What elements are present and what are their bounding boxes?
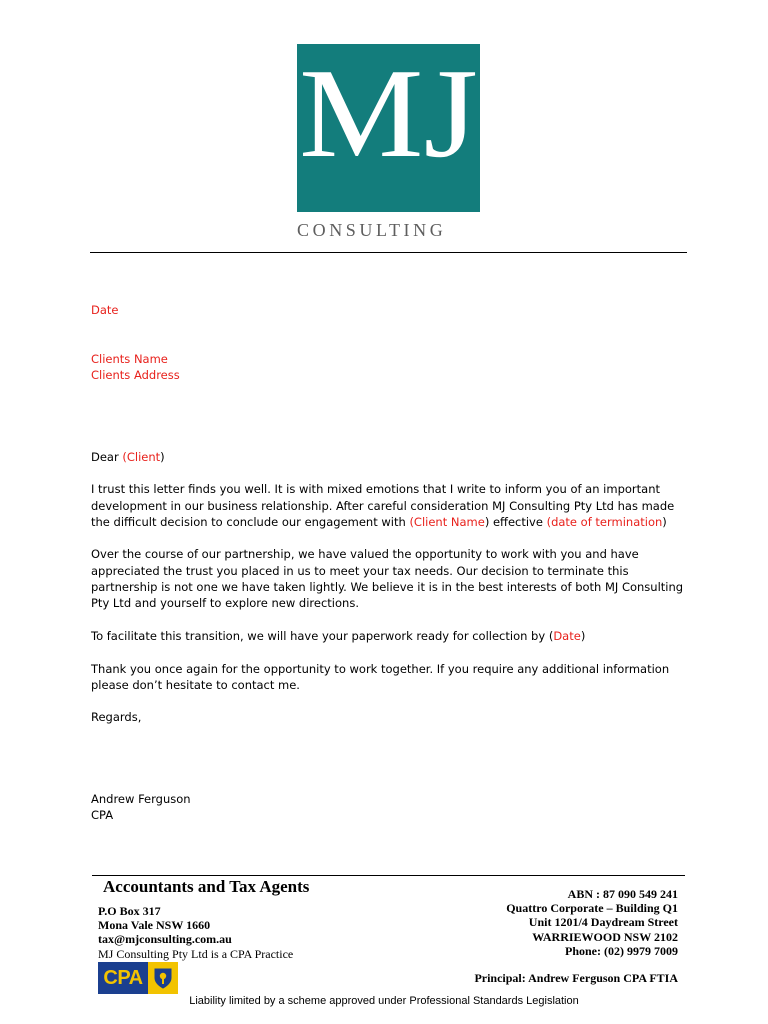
client-address: Clients Address	[91, 368, 180, 383]
footer-city: WARRIEWOOD NSW 2102	[532, 929, 678, 944]
footer-phone: Phone: (02) 9979 7009	[565, 943, 678, 958]
paragraph-thanks: Thank you once again for the opportunity to work together. If you require any additional information please don’t hesitate to contact me.	[91, 661, 670, 692]
signatory-title: CPA	[91, 808, 114, 823]
paragraph-intro: I trust this letter finds you well. It is with mixed emotions that I write to inform you of an important development in our business relationship. After careful consideration MJ Consulting Pty Ltd has made the difficult decision to conclude our engagement with (Client Name) effective (date of termination)	[91, 482, 675, 529]
crest-icon	[152, 966, 174, 990]
salutation: Dear (Client)	[91, 449, 165, 464]
logo-wordmark: CONSULTING	[297, 220, 447, 240]
footer-principal: Principal: Andrew Ferguson CPA FTIA	[474, 971, 678, 985]
client-name: Clients Name	[91, 351, 168, 366]
footer-postal-contact	[98, 904, 293, 961]
footer-divider	[92, 875, 685, 876]
footer-cpa-practice: MJ Consulting Pty Ltd is a CPA Practice	[98, 946, 294, 961]
footer-email: tax@mjconsulting.com.au	[98, 932, 232, 947]
cpa-logo	[98, 962, 178, 994]
footer-title: Accountants and Tax Agents	[103, 877, 310, 896]
closing: Regards,	[91, 710, 142, 725]
letter-body	[91, 302, 691, 824]
footer-address	[506, 887, 678, 958]
paragraph-transition: To facilitate this transition, we will have your paperwork ready for collection by (Date)	[91, 628, 586, 643]
footer-building: Quattro Corporate – Building Q1	[506, 901, 678, 916]
footer-suburb: Mona Vale NSW 1660	[98, 918, 211, 933]
mj-monogram	[297, 44, 480, 212]
cpa-logo-text: CPA	[98, 962, 148, 994]
header-divider	[90, 252, 687, 253]
liability-statement: Liability limited by a scheme approved under Professional Standards Legislation	[189, 995, 579, 1007]
company-logo	[297, 44, 480, 212]
footer-abn: ABN : 87 090 549 241	[567, 887, 678, 901]
footer-street: Unit 1201/4 Daydream Street	[528, 915, 678, 930]
letter-date: Date	[91, 303, 119, 317]
svg-text:MJ: MJ	[299, 44, 478, 184]
signatory-name: Andrew Ferguson	[91, 791, 191, 806]
footer-po-box: P.O Box 317	[98, 904, 161, 918]
paragraph-partnership: Over the course of our partnership, we have valued the opportunity to work with you and have appreciated the trust you placed in us to meet your tax needs. Our decision to terminate this partnership is not one we have taken lightly. We believe it is in the best interests of both MJ Consulting Pty Ltd and yourself to explore new directions.	[91, 547, 684, 611]
